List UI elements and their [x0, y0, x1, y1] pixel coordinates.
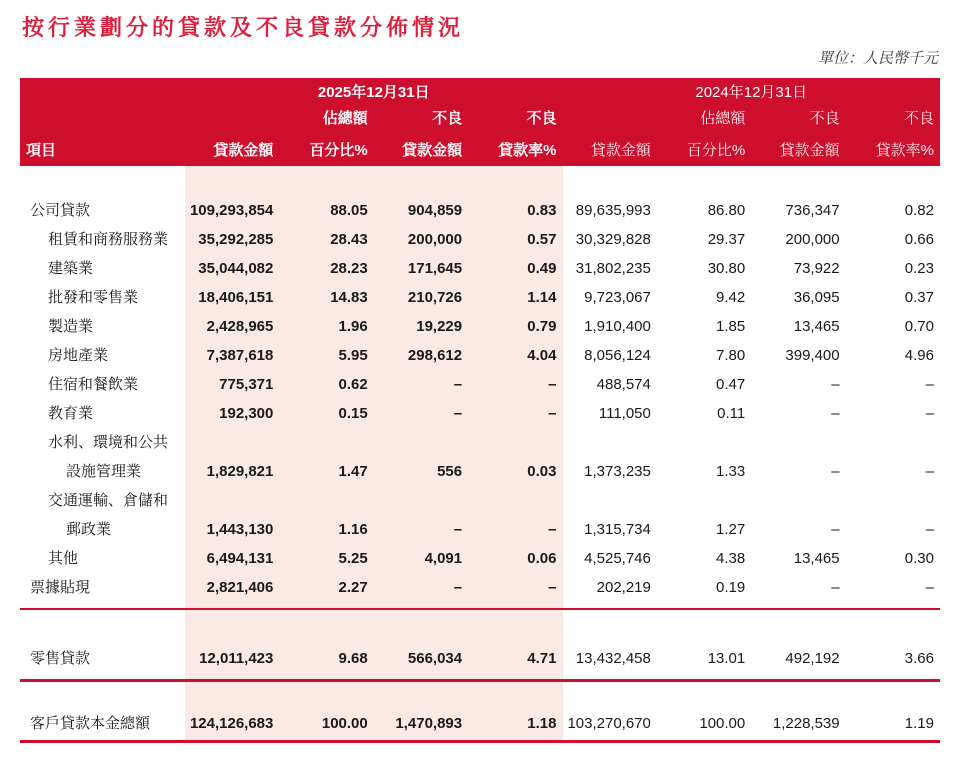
row-label: 客戶貸款本金總額	[30, 715, 151, 732]
row-label: 其他	[48, 550, 79, 567]
value-2025: 1,829,821	[206, 463, 274, 480]
value-2024: 9.42	[716, 289, 746, 306]
value-2024: –	[925, 405, 934, 422]
value-2024: 1.19	[904, 715, 934, 732]
col-header-pct-2024: 百分比%	[686, 142, 746, 159]
value-2024: 200,000	[785, 231, 840, 248]
value-2024	[657, 486, 751, 515]
row-label: 批發和零售業	[48, 289, 139, 306]
value-2024: 0.70	[904, 318, 934, 335]
value-2025: 0.57	[527, 231, 557, 248]
row-gap	[20, 610, 940, 644]
column-group-2024: 2024年12月31日	[695, 84, 808, 101]
table-row	[20, 341, 940, 370]
table-rows	[20, 166, 940, 743]
value-2024: 1.27	[716, 521, 746, 538]
table-row	[20, 457, 940, 486]
table-row	[20, 283, 940, 312]
value-2025: –	[453, 405, 463, 422]
value-2025	[279, 486, 373, 515]
value-2024: 0.37	[904, 289, 934, 306]
value-2024: 4,525,746	[584, 550, 651, 567]
table-row	[20, 254, 940, 283]
value-2025: 6,494,131	[206, 550, 274, 567]
col-header-pct-2025: 百分比%	[309, 142, 368, 159]
value-2024: 3.66	[904, 650, 934, 667]
value-2025: 0.83	[527, 202, 557, 219]
value-2024	[563, 486, 657, 515]
value-2024: 0.82	[904, 202, 934, 219]
value-2024	[751, 428, 845, 457]
value-2024: 86.80	[707, 202, 746, 219]
value-2025: 2,821,406	[206, 579, 274, 596]
value-2024: 13,465	[793, 550, 840, 567]
section-rule	[20, 740, 940, 743]
row-label: 設施管理業	[66, 463, 142, 480]
value-2024: 8,056,124	[584, 347, 651, 364]
value-2024: 111,050	[598, 405, 651, 422]
value-2025: 100.00	[321, 715, 368, 732]
value-2024: –	[831, 405, 840, 422]
value-2024: 103,270,670	[567, 715, 651, 732]
col-header-nplamount-2024: 貸款金額	[779, 142, 840, 159]
value-2025: 2,428,965	[206, 318, 274, 335]
value-2024: 202,219	[596, 579, 651, 596]
item-column-header: 項目	[26, 142, 57, 159]
row-label: 交通運輸、倉儲和	[48, 492, 169, 509]
value-2025: 5.25	[338, 550, 368, 567]
value-2024: 4.96	[904, 347, 934, 364]
value-2024: –	[831, 521, 840, 538]
value-2024: 736,347	[785, 202, 840, 219]
value-2025: 298,612	[407, 347, 463, 364]
value-2025: 904,859	[407, 202, 463, 219]
value-2025: 7,387,618	[206, 347, 274, 364]
row-label: 房地產業	[48, 347, 109, 364]
col-header-pct-top-2025: 佔總額	[322, 110, 368, 127]
table-row	[20, 225, 940, 254]
value-2025	[279, 428, 373, 457]
value-2024: 0.11	[717, 405, 746, 422]
value-2024: –	[925, 521, 934, 538]
table-row	[20, 709, 940, 738]
table-row	[20, 544, 940, 573]
value-2025: 4,091	[424, 550, 463, 567]
col-header-pct-top-2024: 佔總額	[700, 110, 746, 127]
value-2024: –	[831, 463, 840, 480]
value-2025: –	[548, 521, 557, 538]
value-2024: 13,432,458	[575, 650, 651, 667]
row-gap	[20, 682, 940, 709]
row-label: 水利、環境和公共	[48, 434, 169, 451]
value-2025: 5.95	[338, 347, 368, 364]
value-2025: 35,044,082	[198, 260, 274, 277]
value-2024: 30,329,828	[575, 231, 651, 248]
value-2025: 566,034	[407, 650, 463, 667]
value-2025	[468, 428, 562, 457]
value-2024: 0.19	[716, 579, 746, 596]
value-2024: 1.85	[716, 318, 746, 335]
value-2024: 1,373,235	[584, 463, 651, 480]
value-2025: 9.68	[338, 650, 368, 667]
value-2025: 14.83	[330, 289, 368, 306]
table-row	[20, 312, 940, 341]
value-2025: 88.05	[330, 202, 368, 219]
value-2025: 1.14	[527, 289, 557, 306]
value-2025: –	[548, 405, 557, 422]
row-label: 公司貸款	[30, 202, 91, 219]
value-2024: 13,465	[793, 318, 840, 335]
value-2024: –	[831, 376, 840, 393]
value-2025: 0.15	[338, 405, 368, 422]
col-header-nplrate-top-2025: 不良	[526, 110, 557, 127]
value-2024: 1.33	[716, 463, 746, 480]
header-spacer	[20, 102, 185, 108]
value-2024: –	[925, 579, 934, 596]
col-header-npl-top-2024: 不良	[809, 110, 840, 127]
value-2024: 13.01	[707, 650, 746, 667]
value-2025: 12,011,423	[199, 650, 274, 667]
unit-note: 單位：人民幣千元	[817, 50, 938, 67]
value-2025: –	[453, 521, 463, 538]
value-2025: 35,292,285	[198, 231, 274, 248]
value-2025: –	[548, 579, 557, 596]
value-2025: –	[548, 376, 557, 393]
value-2025: 124,126,683	[189, 715, 274, 732]
value-2024: 1,910,400	[584, 318, 651, 335]
value-2024: 36,095	[793, 289, 840, 306]
col-header-amount-2025: 貸款金額	[213, 142, 274, 159]
value-2025: 1.16	[338, 521, 368, 538]
table-header	[20, 78, 940, 166]
col-header-nplrate-2024: 貸款率%	[875, 142, 934, 159]
value-2025	[185, 428, 279, 457]
col-header-amount-2024: 貸款金額	[590, 142, 651, 159]
table-row	[20, 515, 940, 544]
table-row	[20, 370, 940, 399]
row-label: 零售貸款	[30, 650, 91, 667]
value-2024: 89,635,993	[575, 202, 651, 219]
value-2024: –	[925, 376, 934, 393]
value-2024	[846, 428, 940, 457]
col-header-nplrate-top-2024: 不良	[903, 110, 934, 127]
value-2025	[185, 486, 279, 515]
value-2024: 7.80	[716, 347, 746, 364]
row-label: 教育業	[48, 405, 94, 422]
row-label: 郵政業	[66, 521, 112, 538]
value-2024: 4.38	[716, 550, 746, 567]
header-spacer	[185, 128, 279, 134]
value-2024: 488,574	[596, 376, 651, 393]
value-2025: 0.06	[527, 550, 557, 567]
value-2025: 1,470,893	[395, 715, 463, 732]
row-label: 票據貼現	[30, 579, 91, 596]
value-2024: 0.23	[904, 260, 934, 277]
value-2024	[846, 486, 940, 515]
value-2025: 556	[437, 463, 463, 480]
row-label: 製造業	[48, 318, 94, 335]
value-2025: 0.03	[527, 463, 557, 480]
value-2024: 399,400	[785, 347, 840, 364]
value-2024: 30.80	[707, 260, 746, 277]
value-2025: 171,645	[407, 260, 463, 277]
value-2024: 1,228,539	[772, 715, 840, 732]
value-2025: 775,371	[219, 376, 274, 393]
value-2024	[563, 428, 657, 457]
column-group-2025: 2025年12月31日	[317, 84, 430, 101]
table-row	[20, 573, 940, 602]
value-2025	[374, 428, 468, 457]
value-2025: 1.96	[338, 318, 368, 335]
row-label: 建築業	[48, 260, 94, 277]
value-2024: 492,192	[785, 650, 840, 667]
value-2024: 0.47	[716, 376, 746, 393]
value-2025: 28.43	[330, 231, 368, 248]
value-2025: –	[453, 376, 463, 393]
table-row	[20, 486, 940, 515]
table-row	[20, 644, 940, 673]
value-2025: 2.27	[338, 579, 368, 596]
loans-by-industry-table	[20, 78, 940, 743]
value-2025: –	[453, 579, 463, 596]
value-2025: 19,229	[416, 318, 463, 335]
row-label: 租賃和商務服務業	[48, 231, 169, 248]
value-2025: 192,300	[219, 405, 274, 422]
value-2025: 4.04	[527, 347, 557, 364]
value-2025: 1.18	[527, 715, 557, 732]
value-2024: 31,802,235	[575, 260, 651, 277]
row-label: 住宿和餐飲業	[48, 376, 139, 393]
value-2025: 4.71	[527, 650, 557, 667]
value-2024: 9,723,067	[584, 289, 651, 306]
value-2025: 210,726	[407, 289, 463, 306]
value-2025: 0.62	[338, 376, 368, 393]
header-spacer	[20, 128, 185, 134]
col-header-npl-top-2025: 不良	[432, 110, 463, 127]
value-2025	[468, 486, 562, 515]
value-2024: 0.30	[904, 550, 934, 567]
value-2025: 28.23	[330, 260, 368, 277]
table-row	[20, 196, 940, 225]
value-2024: 73,922	[793, 260, 840, 277]
value-2025: 109,293,854	[189, 202, 274, 219]
value-2024	[751, 486, 845, 515]
value-2024: –	[831, 579, 840, 596]
value-2025: 1.47	[338, 463, 368, 480]
value-2024: 29.37	[707, 231, 746, 248]
value-2025	[374, 486, 468, 515]
value-2025: 0.49	[527, 260, 557, 277]
value-2024: 1,315,734	[584, 521, 651, 538]
table-row	[20, 428, 940, 457]
value-2025: 200,000	[407, 231, 463, 248]
value-2025: 1,443,130	[206, 521, 274, 538]
value-2024	[657, 428, 751, 457]
header-spacer	[563, 128, 657, 134]
value-2024: –	[925, 463, 934, 480]
col-header-nplrate-2025: 貸款率%	[498, 142, 557, 159]
col-header-nplamount-2025: 貸款金額	[402, 142, 463, 159]
table-row	[20, 399, 940, 428]
page-title: 按行業劃分的貸款及不良貸款分佈情況	[22, 15, 465, 40]
value-2024: 100.00	[699, 715, 746, 732]
value-2025: 18,406,151	[198, 289, 274, 306]
value-2025: 0.79	[527, 318, 557, 335]
value-2024: 0.66	[904, 231, 934, 248]
